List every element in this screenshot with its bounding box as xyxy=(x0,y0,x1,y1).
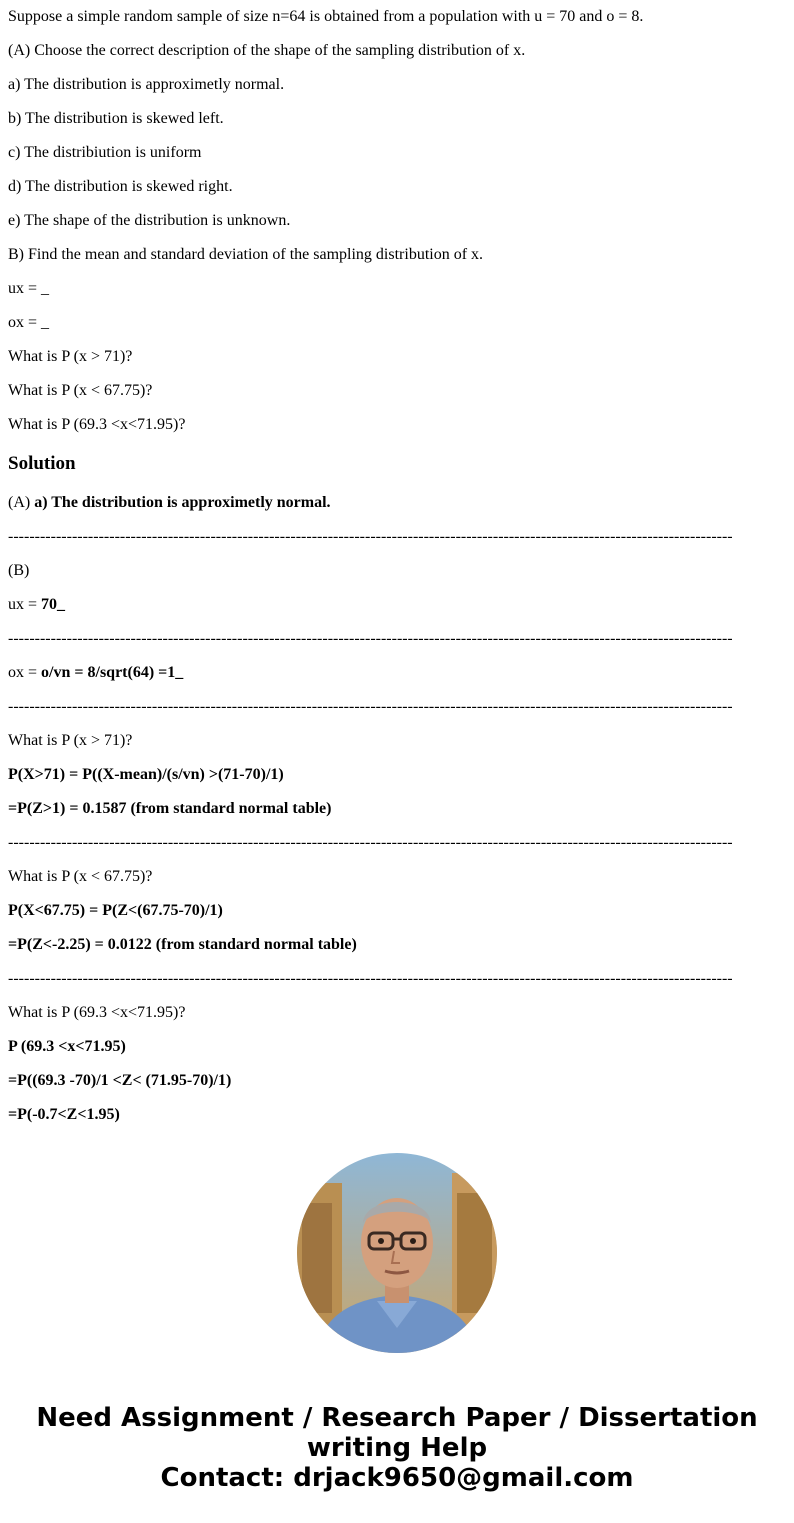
option-c: c) The distribiution is uniform xyxy=(8,144,202,161)
option-e: e) The shape of the distribution is unknown. xyxy=(8,212,291,229)
q1-step-2-text: =P(Z>1) = 0.1587 (from standard normal table) xyxy=(8,800,332,817)
footer-line-2: writing Help xyxy=(306,1433,488,1463)
mean-answer: 70_ xyxy=(41,596,66,613)
separator: ---------------------------------------------------------------------------------------------------------------------------------------- xyxy=(8,834,733,851)
footer-line-1: Need Assignment / Research Paper / Dissertation xyxy=(36,1403,758,1433)
solution-mean xyxy=(8,588,788,622)
separator: ---------------------------------------------------------------------------------------------------------------------------------------- xyxy=(8,970,733,987)
author-portrait-image xyxy=(297,1153,497,1353)
q3-step-2-text: =P((69.3 -70)/1 <Z< (71.95-70)/1) xyxy=(8,1072,232,1089)
separator: ---------------------------------------------------------------------------------------------------------------------------------------- xyxy=(8,698,733,715)
separator: ---------------------------------------------------------------------------------------------------------------------------------------- xyxy=(8,630,733,647)
part-a-label: (A) xyxy=(8,494,35,511)
q2-step-1 xyxy=(8,894,788,928)
q2-step-2-text: =P(Z<-2.25) = 0.0122 (from standard normal table) xyxy=(8,936,357,953)
footer-contact xyxy=(0,1403,794,1493)
part-b-label: (B) xyxy=(8,562,30,579)
q1-step-1 xyxy=(8,758,788,792)
option-d: d) The distribution is skewed right. xyxy=(8,178,233,195)
option-a: a) The distribution is approximetly normal. xyxy=(8,76,285,93)
solution-question-3: What is P (69.3 <x<71.95)? xyxy=(8,1004,186,1021)
document-body xyxy=(8,0,788,1132)
q2-step-1-text: P(X<67.75) = P(Z<(67.75-70)/1) xyxy=(8,902,223,919)
author-avatar xyxy=(297,1153,497,1353)
solution-heading: Solution xyxy=(8,453,76,474)
solution-part-a xyxy=(8,486,788,520)
part-b-prompt: B) Find the mean and standard deviation of the sampling distribution of x. xyxy=(8,246,484,263)
solution-question-1: What is P (x > 71)? xyxy=(8,732,133,749)
q3-step-2 xyxy=(8,1064,788,1098)
q3-step-3 xyxy=(8,1098,788,1132)
option-b: b) The distribution is skewed left. xyxy=(8,110,224,127)
part-a-prompt: (A) Choose the correct description of the shape of the sampling distribution of x. xyxy=(8,42,526,59)
sd-answer: o/vn = 8/sqrt(64) =1_ xyxy=(41,664,184,681)
mean-label: ux = xyxy=(8,596,42,613)
q3-step-1 xyxy=(8,1030,788,1064)
separator: ---------------------------------------------------------------------------------------------------------------------------------------- xyxy=(8,528,733,545)
footer-line-3: Contact: drjack9650@gmail.com xyxy=(160,1463,634,1493)
q1-step-2 xyxy=(8,792,788,826)
part-a-answer: a) The distribution is approximetly normal. xyxy=(34,494,331,511)
q2-step-2 xyxy=(8,928,788,962)
sd-label: ox = xyxy=(8,664,42,681)
question-3: What is P (69.3 <x<71.95)? xyxy=(8,416,186,433)
sd-blank: ox = _ xyxy=(8,314,50,331)
mean-blank: ux = _ xyxy=(8,280,50,297)
solution-sd xyxy=(8,656,788,690)
question-2: What is P (x < 67.75)? xyxy=(8,382,153,399)
question-1: What is P (x > 71)? xyxy=(8,348,133,365)
q3-step-1-text: P (69.3 <x<71.95) xyxy=(8,1038,126,1055)
question-intro: Suppose a simple random sample of size n=64 is obtained from a population with u = 70 and o = 8. xyxy=(8,8,644,25)
q3-step-3-text: =P(-0.7<Z<1.95) xyxy=(8,1106,120,1123)
q1-step-1-text: P(X>71) = P((X-mean)/(s/vn) >(71-70)/1) xyxy=(8,766,284,783)
solution-question-2: What is P (x < 67.75)? xyxy=(8,868,153,885)
